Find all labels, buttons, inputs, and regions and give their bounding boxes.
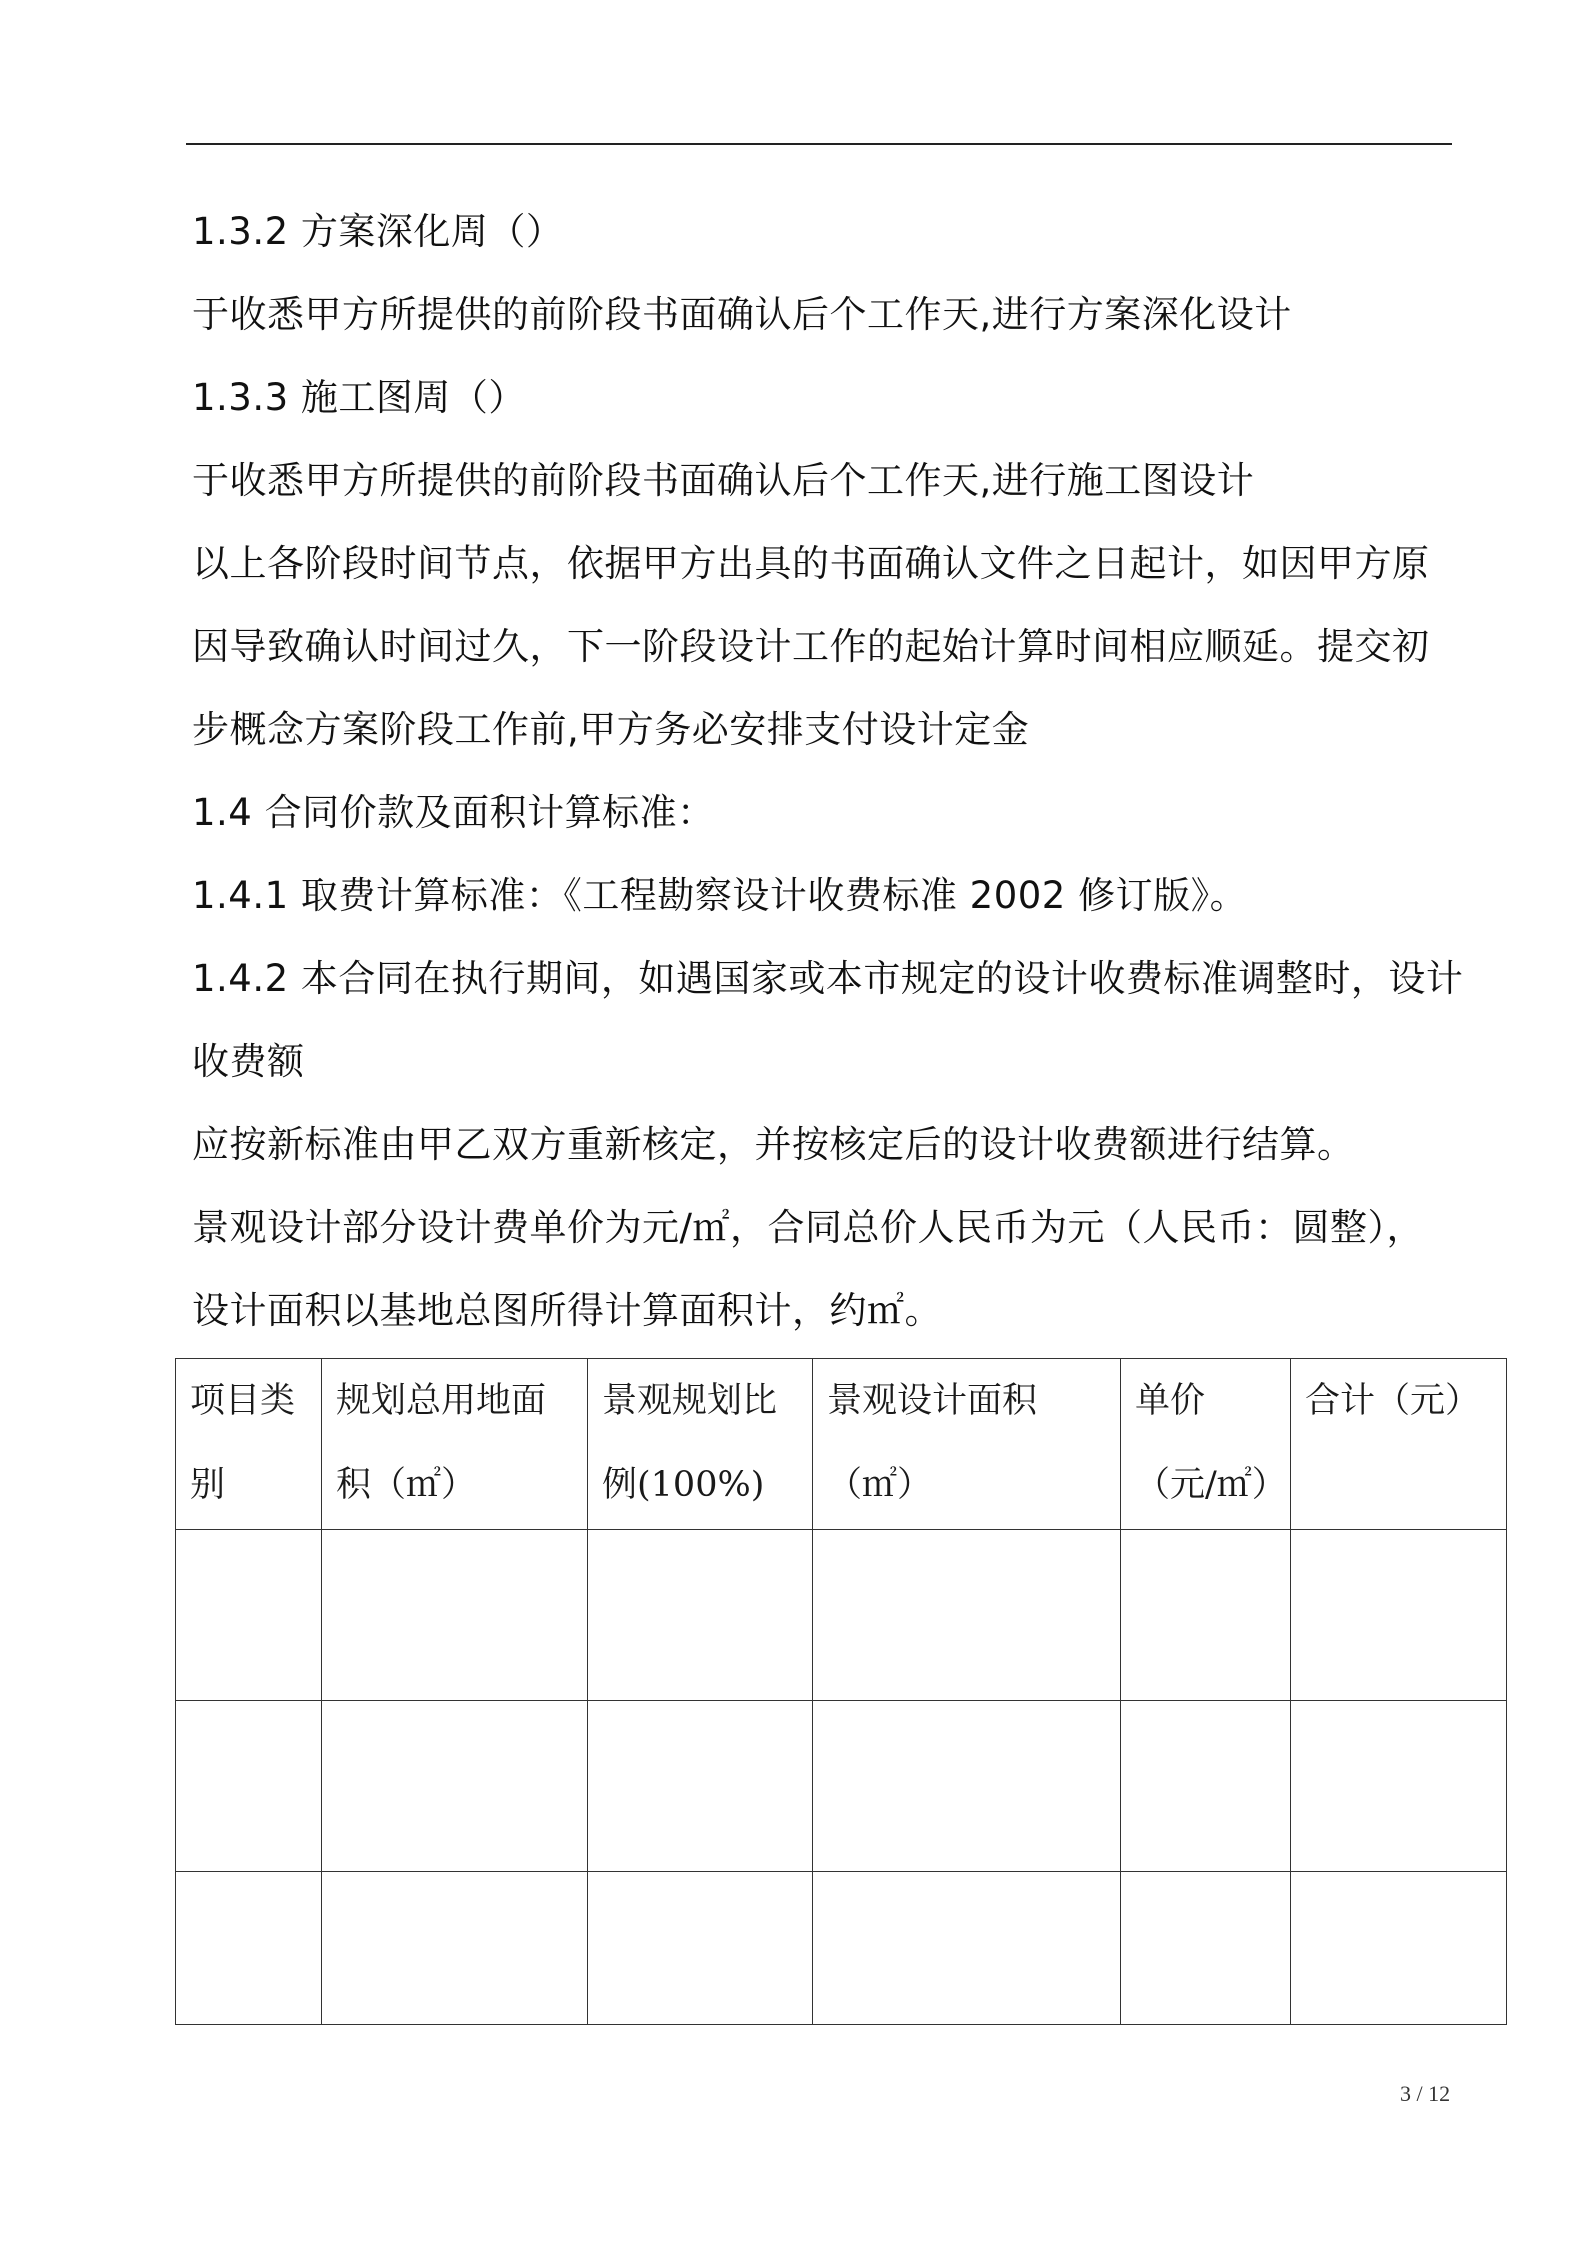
paragraph: 于收悉甲方所提供的前阶段书面确认后个工作天,进行方案深化设计 <box>192 293 1292 336</box>
document-body <box>192 190 1464 1352</box>
header-landscape-design-area: 景观设计面积（㎡） <box>813 1359 1121 1530</box>
table-row <box>176 1872 1507 2025</box>
paragraph: 1.3.2 方案深化周（） <box>192 210 564 253</box>
table-cell <box>322 1530 588 1701</box>
paragraph: 1.3.3 施工图周（） <box>192 376 526 419</box>
table-cell <box>813 1701 1121 1872</box>
table-cell <box>1121 1872 1291 2025</box>
header-rule <box>186 143 1452 145</box>
table-cell <box>1291 1530 1507 1701</box>
paragraph: 景观设计部分设计费单价为元/㎡，合同总价人民币为元（人民币：圆整）， <box>192 1206 1424 1249</box>
table-cell <box>1121 1701 1291 1872</box>
paragraph: 1.4 合同价款及面积计算标准： <box>192 791 715 834</box>
table-cell <box>176 1530 322 1701</box>
fee-table <box>175 1358 1507 2025</box>
header-total: 合计（元） <box>1291 1359 1507 1530</box>
paragraph: 1.4.2 本合同在执行期间，如遇国家或本市规定的设计收费标准调整时，设计 <box>192 957 1464 1000</box>
table-cell <box>588 1530 813 1701</box>
paragraph: 于收悉甲方所提供的前阶段书面确认后个工作天,进行施工图设计 <box>192 459 1255 502</box>
table-row <box>176 1530 1507 1701</box>
table-cell <box>588 1701 813 1872</box>
table-cell <box>1291 1701 1507 1872</box>
paragraph: 1.4.1 取费计算标准：《工程勘察设计收费标准 2002 修订版》。 <box>192 874 1248 917</box>
paragraph: 应按新标准由甲乙双方重新核定，并按核定后的设计收费额进行结算。 <box>192 1123 1355 1166</box>
table-cell <box>176 1701 322 1872</box>
table-cell <box>588 1872 813 2025</box>
table-cell <box>322 1701 588 1872</box>
header-unit-price: 单价（元/㎡） <box>1121 1359 1291 1530</box>
paragraph: 因导致确认时间过久，下一阶段设计工作的起始计算时间相应顺延。提交初 <box>192 625 1430 668</box>
table-cell <box>322 1872 588 2025</box>
table-cell <box>813 1530 1121 1701</box>
table-header-row <box>176 1359 1507 1530</box>
header-landscape-ratio: 景观规划比例(100%) <box>588 1359 813 1530</box>
header-total-land-area: 规划总用地面积（㎡） <box>322 1359 588 1530</box>
table-row <box>176 1701 1507 1872</box>
table-cell <box>176 1872 322 2025</box>
paragraph: 设计面积以基地总图所得计算面积计，约㎡。 <box>192 1289 942 1332</box>
table-cell <box>813 1872 1121 2025</box>
paragraph: 以上各阶段时间节点，依据甲方出具的书面确认文件之日起计，如因甲方原 <box>192 542 1430 585</box>
paragraph: 步概念方案阶段工作前,甲方务必安排支付设计定金 <box>192 708 1030 751</box>
page-number: 3 / 12 <box>1400 2081 1451 2106</box>
table-cell <box>1291 1872 1507 2025</box>
header-item-category: 项目类别 <box>176 1359 322 1530</box>
table-cell <box>1121 1530 1291 1701</box>
paragraph: 收费额 <box>192 1040 305 1083</box>
